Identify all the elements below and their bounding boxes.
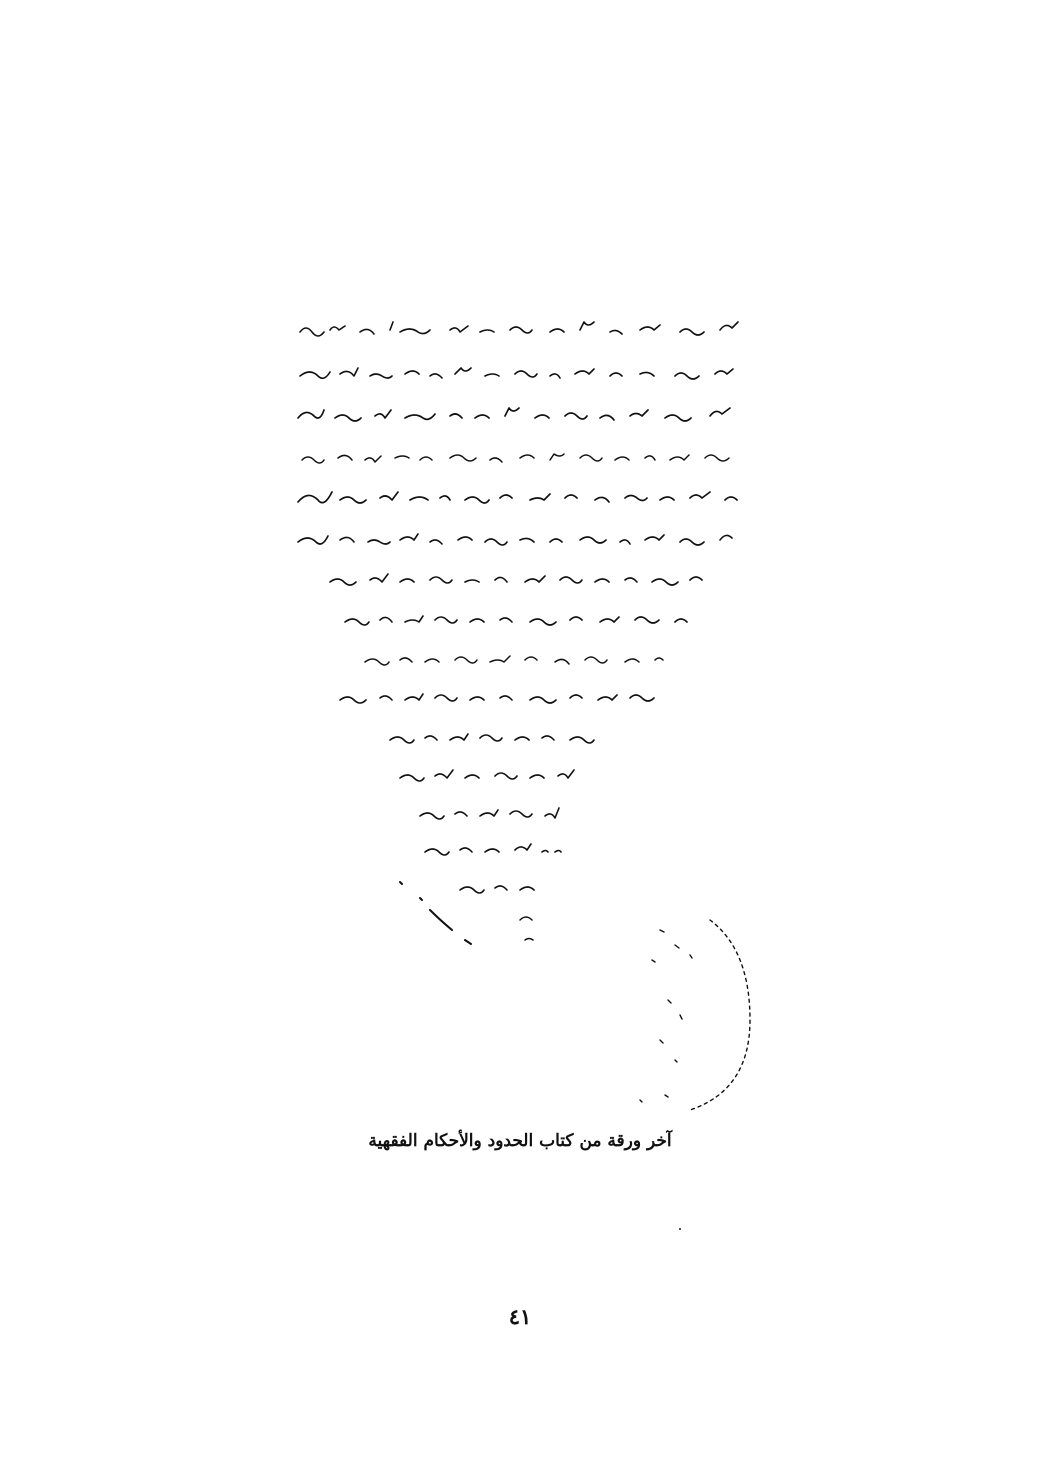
manuscript-image — [280, 300, 760, 1120]
figure-caption: آخر ورقة من كتاب الحدود والأحكام الفقهية — [368, 1131, 672, 1151]
page-number: ٤١ — [508, 1304, 532, 1329]
manuscript-handwriting-image — [280, 300, 760, 1120]
stray-dot — [679, 1228, 681, 1230]
